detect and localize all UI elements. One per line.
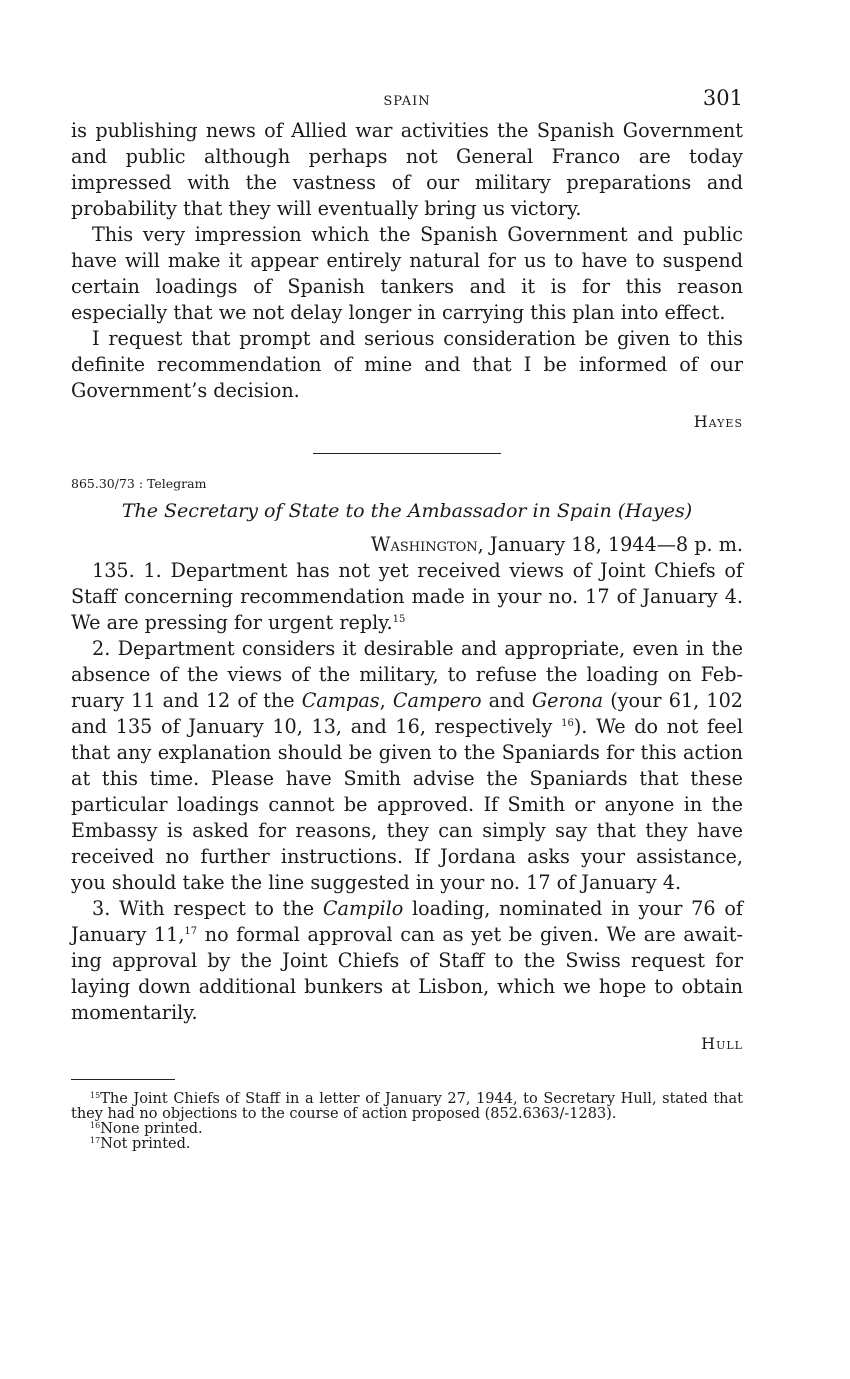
signature-hayes: Hayes xyxy=(693,412,743,431)
section-divider xyxy=(313,453,501,454)
footnote-number: 15 xyxy=(90,1091,101,1100)
footnote-ref: 15 xyxy=(392,614,406,625)
continuation-paragraph: is publishing news of Allied war activities the Spanish Government and public although perhaps not General Franco are today impressed with the vastness of our military preparations and probability that they will eventually bring us victory. xyxy=(71,119,743,220)
page-content xyxy=(71,84,743,1152)
paragraph-text: loading, nominated in your 76 of January 11, xyxy=(71,897,743,946)
previous-document-body xyxy=(71,118,743,404)
running-title: SPAIN xyxy=(383,94,431,109)
paragraph-text: 2. Department considers it desirable and appropriate, even in the absence of the views of the military, to refuse the loading on February 11 and 12 of the xyxy=(71,637,743,712)
telegram-paragraph-3 xyxy=(71,896,743,1026)
telegram-paragraph-1 xyxy=(71,558,743,636)
footnote-ref: 16 xyxy=(561,718,574,729)
body-paragraph: I request that prompt and serious consideration be given to this definite recommendation of mine and that I be informed of our Government’s decision. xyxy=(71,327,743,402)
footnote xyxy=(71,1137,743,1152)
running-header xyxy=(71,84,743,118)
paragraph-text: ). We do not feel that any explanation should be given to the Spaniards for this action at this time. Please have Smith advise the Spaniards that these particular loadings cannot be approved. If Smith or anyone in the Embassy is asked for reasons, they can simply say that they have received no further instructions. If Jordana asks your assistance, you should take the line suggested in your no. 17 of January 4. xyxy=(71,715,743,894)
footnote-text: The Joint Chiefs of Staff in a letter of January 27, 1944, to Secretary Hull, stated that they had no objections to the course of action proposed (852.6363/-1283). xyxy=(71,1091,743,1122)
ship-name: Campas xyxy=(301,689,380,712)
paragraph-text: (your 61, 102 and 135 of January 10, 13, and 16, respectively xyxy=(71,689,743,738)
ship-name: Gerona xyxy=(531,689,604,712)
footnote-number: 16 xyxy=(90,1121,101,1130)
footnote xyxy=(71,1122,743,1137)
paragraph-text: 135. 1. Department has not yet received views of Joint Chiefs of Staff concerning recommendation made in your no. 17 of January 4. We are pressing for urgent reply. xyxy=(71,559,743,634)
body-paragraph: This very impression which the Spanish Government and public have will make it appear entirely natural for us to have to suspend certain loadings of Spanish tankers and it is for this reason especially that we not delay longer in carrying this plan into effect. xyxy=(71,223,743,324)
paragraph-text: , xyxy=(379,689,393,712)
paragraph-text: and xyxy=(481,689,532,712)
signature-hull: Hull xyxy=(701,1034,743,1053)
dateline-place: Washington, xyxy=(370,533,484,556)
file-reference: 865.30/73 : Telegram xyxy=(71,476,207,491)
footnote-text: None printed. xyxy=(100,1121,203,1137)
page-number: 301 xyxy=(702,86,743,110)
footnote-ref: 17 xyxy=(184,926,198,937)
footnote-divider xyxy=(71,1079,175,1080)
ship-name: Campilo xyxy=(322,897,404,920)
telegram-paragraph-2 xyxy=(71,636,743,896)
footnote xyxy=(71,1092,743,1122)
dateline-date: January 18, 1944—8 p. m. xyxy=(483,533,743,556)
paragraph-text: 3. With respect to the xyxy=(92,897,323,920)
dateline xyxy=(71,532,743,558)
footnote-text: Not printed. xyxy=(100,1136,191,1152)
ship-name: Campero xyxy=(392,689,482,712)
document-title: The Secretary of State to the Ambassador in Spain (Hayes) xyxy=(121,500,693,522)
paragraph-text: no formal approval can as yet be given. We are awaiting approval by the Joint Chiefs of Staff to the Swiss request for laying down additional bunkers at Lisbon, which we hope to obtain momentarily. xyxy=(71,923,743,1024)
footnote-number: 17 xyxy=(90,1136,101,1145)
telegram-body xyxy=(71,558,743,1026)
footnotes xyxy=(71,1092,743,1152)
